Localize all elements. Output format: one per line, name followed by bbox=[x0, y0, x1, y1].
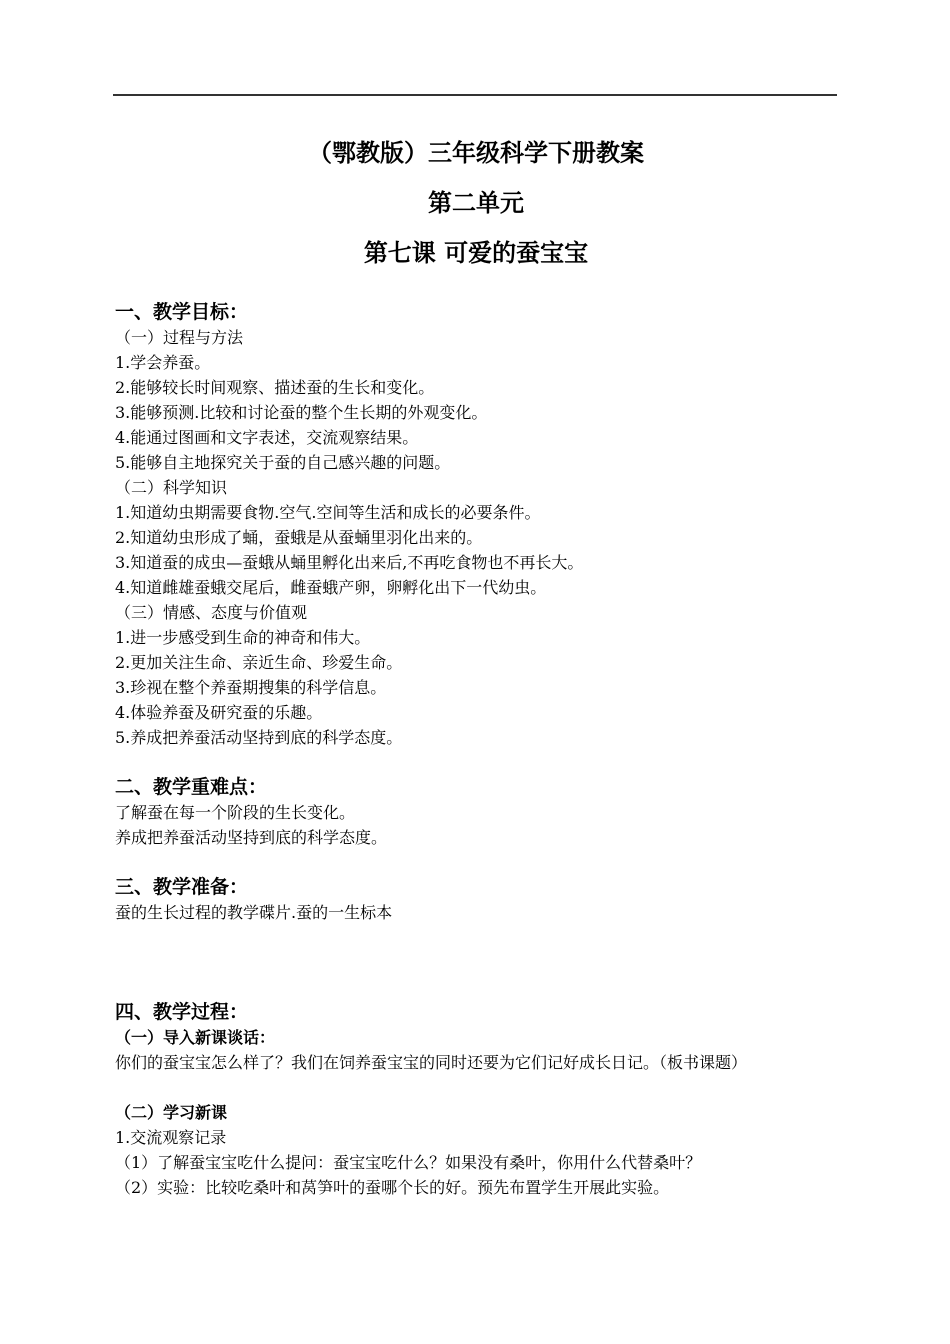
section-heading: 一、教学目标： bbox=[115, 301, 249, 323]
list-item: 3.珍视在整个养蚕期搜集的科学信息。 bbox=[115, 678, 387, 697]
paragraph: 你们的蚕宝宝怎么样了？我们在饲养蚕宝宝的同时还要为它们记好成长日记。（板书课题） bbox=[115, 1053, 748, 1072]
list-item: 了解蚕在每一个阶段的生长变化。 bbox=[115, 803, 356, 822]
list-item: 5.养成把养蚕活动坚持到底的科学态度。 bbox=[115, 728, 403, 747]
spacer bbox=[115, 850, 837, 875]
section-teaching-preparation bbox=[115, 875, 837, 925]
unit-title: 第二单元 bbox=[428, 189, 524, 217]
list-item: 2.知道幼虫形成了蛹，蚕蛾是从蚕蛹里羽化出来的。 bbox=[115, 528, 483, 547]
subsection-heading: （一）过程与方法 bbox=[115, 328, 244, 347]
subsection-heading: （二）学习新课 bbox=[115, 1103, 228, 1122]
list-item: 1.学会养蚕。 bbox=[115, 353, 211, 372]
list-item: 蚕的生长过程的教学碟片.蚕的一生标本 bbox=[115, 903, 393, 922]
list-item: 2.能够较长时间观察、描述蚕的生长和变化。 bbox=[115, 378, 435, 397]
list-item: 2.更加关注生命、亲近生命、珍爱生命。 bbox=[115, 653, 403, 672]
list-item: 4.知道雌雄蚕蛾交尾后，雌蚕蛾产卵，卵孵化出下一代幼虫。 bbox=[115, 578, 547, 597]
list-item: （1）了解蚕宝宝吃什么提问：蚕宝宝吃什么？如果没有桑叶，你用什么代替桑叶？ bbox=[115, 1153, 702, 1172]
list-item: 1.交流观察记录 bbox=[115, 1128, 227, 1147]
list-item: 4.能通过图画和文字表述，交流观察结果。 bbox=[115, 428, 419, 447]
list-item: 养成把养蚕活动坚持到底的科学态度。 bbox=[115, 828, 388, 847]
header-rule bbox=[113, 94, 837, 96]
section-heading: 二、教学重难点： bbox=[115, 776, 268, 798]
list-item: 1.知道幼虫期需要食物.空气.空间等生活和成长的必要条件。 bbox=[115, 503, 541, 522]
spacer bbox=[115, 1075, 837, 1100]
spacer bbox=[115, 750, 837, 775]
document-title: （鄂教版）三年级科学下册教案 bbox=[308, 139, 644, 167]
list-item: 4.体验养蚕及研究蚕的乐趣。 bbox=[115, 703, 323, 722]
section-teaching-objectives bbox=[115, 300, 837, 750]
section-key-difficulties bbox=[115, 775, 837, 850]
section-heading: 四、教学过程： bbox=[115, 1001, 249, 1023]
list-item: 1.进一步感受到生命的神奇和伟大。 bbox=[115, 628, 371, 647]
list-item: （2）实验：比较吃桑叶和莴笋叶的蚕哪个长的好。预先布置学生开展此实验。 bbox=[115, 1178, 670, 1197]
list-item: 3.能够预测.比较和讨论蚕的整个生长期的外观变化。 bbox=[115, 403, 488, 422]
subsection-heading: （三）情感、态度与价值观 bbox=[115, 603, 308, 622]
section-heading: 三、教学准备： bbox=[115, 876, 249, 898]
document-body bbox=[115, 128, 837, 1200]
list-item: 3.知道蚕的成虫—蚕蛾从蛹里孵化出来后,不再吃食物也不再长大。 bbox=[115, 553, 584, 572]
section-teaching-process bbox=[115, 1000, 837, 1200]
spacer bbox=[115, 925, 837, 1000]
list-item: 5.能够自主地探究关于蚕的自己感兴趣的问题。 bbox=[115, 453, 451, 472]
subsection-heading: （一）导入新课谈话： bbox=[115, 1028, 276, 1047]
lesson-title: 第七课 可爱的蚕宝宝 bbox=[363, 239, 589, 267]
subsection-heading: （二）科学知识 bbox=[115, 478, 228, 497]
